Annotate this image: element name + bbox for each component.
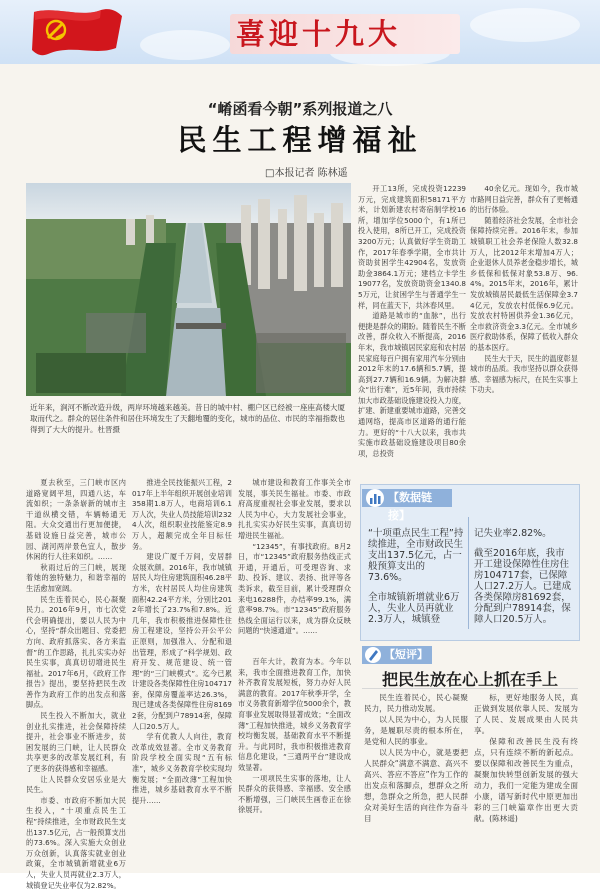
column-3: 开工13所，完成投资12239万元，完成建筑面积58171平方米，计划新建农村寄宿制学校16所，增加学位5000个，有1所已投入使用，8所已开工，完成投资3200万元；认真做好学生资助工作，2017年春季学期，全市共计资助贫困学生42904名，发放资助金3864.1万元；建档立卡学生19077名，发放资助资金1340.85万元，让贫困学生与普通学生一样，同在蓝天下，共沐春风里。 道路是城市的“血脉”，出行便捷是群众的期盼。随着民生不断改善，群众收入不断提高，2016年末，我市城镇居民家庭和农村居民家庭每百户拥有家用汽车分别由2012年末的17.6辆和5.7辆，提高到27.7辆和16.9辆。为解决群众“出行难”，近5年间，我市持续加大市政基础设施建设投入力度，扩建、新建重要城市道路，完善交通网络，提高市区道路的通行能力。更好的“十八大以来，我市共实施市政基础设施建设项目80余项，总投资	[358, 184, 466, 458]
comment-right: 标，更好地服务人民，真正做到发展依靠人民、发展为了人民、发展成果由人民共享。 保障和改善民生没有终点，只有连续不断的新起点。要以保障和改善民生为重点，凝聚加快转型创新发展的强大动力，我们一定能为建成全面小康，谱写新时代中原更加出彩的三门峡篇章作出更大贡献。(陈林遥)	[474, 693, 578, 823]
byline: □本报记者 陈林遥	[265, 168, 348, 179]
comment-label: 【短评】	[362, 646, 432, 664]
pen-icon	[364, 645, 382, 665]
column-2: 推进全民技能振兴工程，2017年上半年组织开展创业培训358期1.8万人，电商培训6.1万人次，失业人员技能培训2324人次，组织职业技能鉴定8.9万人，超额完成全年目标任务。 建设广厦千万间，安居群众展欢颜。2016年，我市城镇居民人均住房建筑面积46.28平方米，农村居民人均住房建筑面积42.24平方米，分别比2012年增长了23.7%和7.8%。近几年，我市积极推进保障性住房工程建设，坚持公开公平公正原则，加强准入、分配和退出管理，形成了“科学规划、政府开发、规范建设、统一管理”的“三门峡模式”。迄今已累计建设各类保障性住房104717套，保障房覆盖率达26.3%，现已建成各类保障性住房81692套，分配到户78914套，保障人口20.5万人。 学有优教人人向往，教育改革成效显著。全市义务教育阶段学校全面实现“五有标准”，城乡义务教育学校实现均衡发展；“全面改薄”工程加快推进，城乡基础教育水平不断提升……	[132, 478, 232, 805]
headline: 民生工程增福祉	[177, 123, 423, 157]
column-5: 城市建设和教育工作事关全市发展，事关民生福祉。市委、市政府高度重视社会事业发展，要求以人民为中心，大力发展社会事业，扎扎实实办好民生实事，真真切切增进民生福祉。 “12345”，有事找政府。8月2日，市“12345”政府服务热线正式开通，开通后，可受理咨询、求助、投诉、建议、表扬、批评等各类诉求，截至目前，累计受理群众来电16288件，办结率99.1%，满意率98.7%。市“12345”政府服务热线全面运行以来，成为群众反映问题的“快速通道”。……	[238, 478, 351, 636]
data-link-label: 【数据链接】	[362, 489, 452, 507]
party-flag-icon	[26, 4, 126, 62]
city-aerial-photo	[26, 183, 351, 396]
column-6: 百年大计，教育为本。今年以来，我市全面推进教育工作，加快补齐教育发展短板，努力办好人民满意的教育。2017年秋季开学，全市义务教育新增学位5000余个，教育事业发展取得显著成效；“全面改薄”工程加快推进，城乡义务教育学校均衡发展，基础教育水平不断提升。与此同时，我市积极推进教育信息化建设，“三通两平台”建设成效显著。 一项项民生实事的落地，让人民群众的获得感、幸福感、安全感不断增强，三门峡民生画卷正在徐徐展开。	[238, 657, 351, 815]
column-4: 40余亿元。现如今，我市城市路网日益完善，群众有了更畅通的出行体验。 随着经济社会发展，全市社会保障持续完善。2016年末，参加城镇职工社会养老保险人数32.8万人，比2012年末增加4万人；企业退休人员养老金稳步增长，城乡低保和低保对象53.8万、96.4%。2015年末，2016年，累计发放城镇居民最低生活保障金3.74亿元，发放农村低保6.9亿元。发放农村特困供养金1.36亿元，全市救济资金3.3亿元。全市城乡医疗救助体系，保障了低收入群众的基本医疗。 民生大于天，民生的温度彰显城市的品质。我市坚持以群众获得感、幸福感为标尺，在民生实事上下功夫。	[470, 184, 578, 395]
chart-icon	[365, 487, 385, 509]
column-1: 夏去秋至，三门峡市区内道路宽阔平坦，四通八达，车流如织；一条条崭新的城市主干道纵横交错，车辆畅通无阻。大众交通出行更加便捷，基础设施日益完善，城市公园、湖河两岸景色宜人，散步休闲的行人往来如织。…… 秋雨过后的三门峡，展现着她的独特魅力，和谐幸福的生活愈加宽阔。 民生连着民心，民心凝聚民力。2016年9月，市七次党代会明确提出，要以人民为中心，坚持“群众出题目、党委把方向、政府抓落实、各方来监督”的工作思路，扎扎实实办好民生实事，真真切切增进民生福祉。2017年6月，《政府工作报告》提出，要坚持把民生改善作为政府工作的出发点和落脚点。 民生投入不断加大，就业创业扎实推进，社会保障持续提升，社会事业不断进步，贫困发展的三门峡，让人民群众共享更多的改革发展红利，有了更多的获得感和幸福感。 让人民群众安居乐业是大民生。 市委、市政府不断加大民生投入，“十项重点民生工程”持续推进，全市财政民生支出137.5亿元，占一般预算支出的73.6%。深入实施大众创业万众创新，认真落实就业创业政策，全市城镇新增就业6万人，失业人员再就业2.3万人，城镇登记失业率仅为2.82%。	[26, 478, 126, 890]
banner	[0, 0, 600, 64]
data-link-divider	[468, 517, 469, 629]
photo-caption: 近年来，涧河不断改造升级，两岸环境越来越美。昔日的城中村、棚户区已经被一座座高楼大厦取而代之。群众的居住条件和居住环境发生了天翻地覆的变化，城市的品位、市民的幸福指数也得到了大大的提升。杜晋摄	[30, 403, 345, 434]
data-link-right: 记失业率2.82%。 截至2016年底，我市开工建设保障性住房住房104717套，已保障人口27.2万人。已建成各类保障房81692套，分配到户78914套，保障人口20.5万人。	[474, 527, 572, 625]
comment-title: 把民生放在心上抓在手上	[381, 670, 558, 689]
data-link-left: “十项重点民生工程”持续推进，全市财政民生支出137.5亿元，占一般预算支出的73.6%。 全市城镇新增就业6万人，失业人员再就业2.3万人，城镇登	[368, 527, 464, 625]
banner-title: 喜迎十九大	[236, 17, 402, 51]
series-title: “崤函看今朝”系列报道之八	[207, 100, 393, 118]
comment-left: 民生连着民心，民心凝聚民力，民力推动发展。 以人民为中心，为人民服务，是履职尽责的根本所在，是党和人民的事业。 以人民为中心，就是要把人民群众“满意不满意、高兴不高兴、答应不答应”作为工作的出发点和落脚点，想群众之所想，急群众之所急，把人民群众对美好生活的向往作为奋斗目	[364, 693, 468, 823]
